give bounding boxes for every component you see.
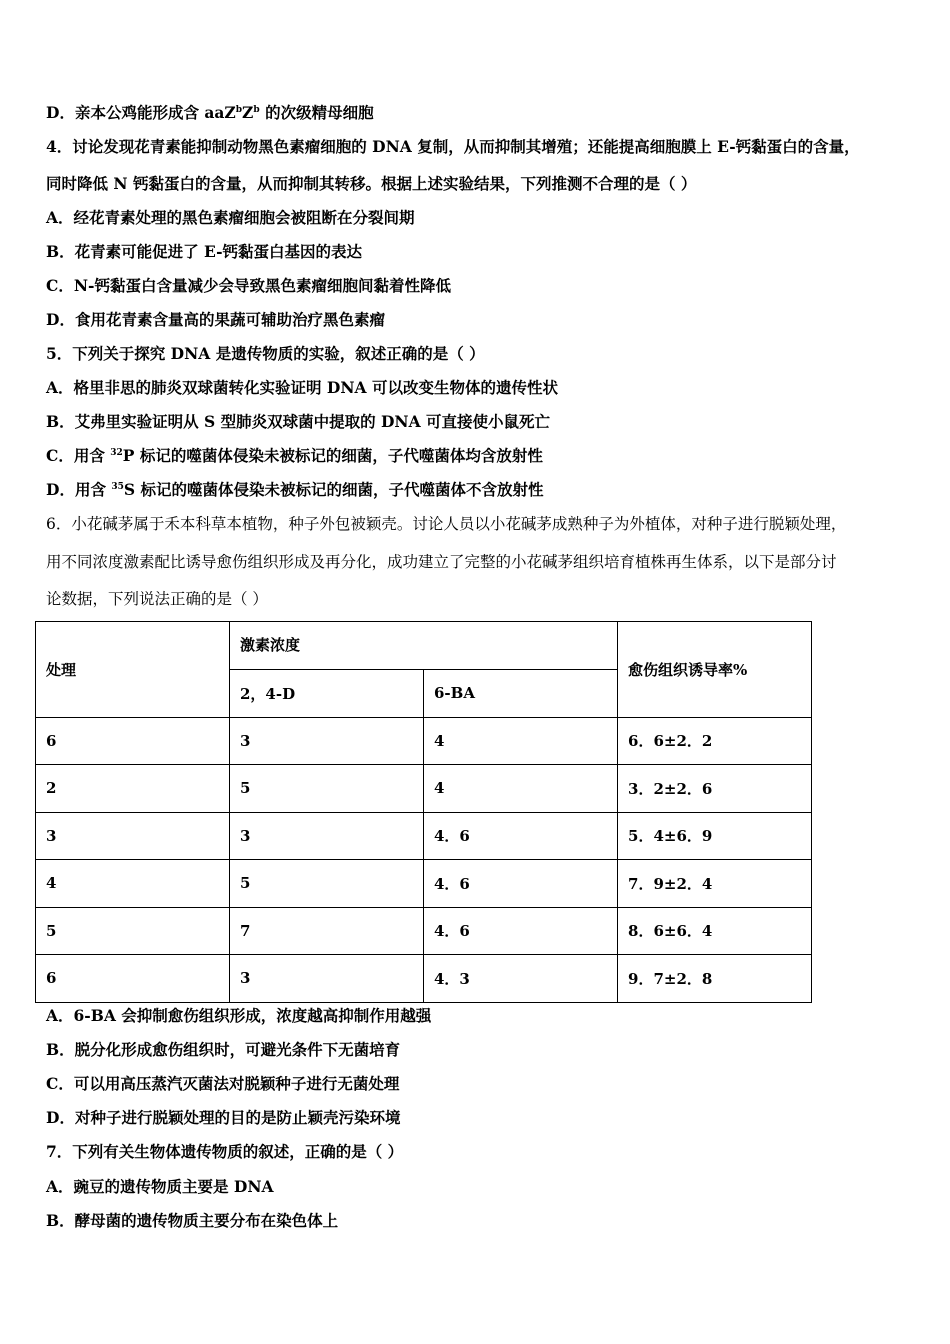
q5-option-d-text-2: S 标记的噬菌体侵染未被标记的细菌，子代噬菌体不含放射性	[123, 480, 544, 499]
cell-24d: 3	[230, 955, 424, 1003]
q3-option-d-sup-2: b	[253, 105, 260, 115]
q4-option-c: C．N-钙黏蛋白含量减少会导致黑色素瘤细胞间黏着性降低	[46, 276, 451, 295]
q4-option-d: D．食用花青素含量高的果蔬可辅助治疗黑色素瘤	[46, 310, 385, 329]
cell-treatment: 4	[36, 860, 230, 908]
cell-treatment: 6	[36, 955, 230, 1003]
q7-option-b: B．酵母菌的遗传物质主要分布在染色体上	[46, 1211, 339, 1230]
q6-option-c: C．可以用高压蒸汽灭菌法对脱颖种子进行无菌处理	[46, 1074, 400, 1093]
cell-24d: 3	[230, 812, 424, 860]
q6-stem-line-2: 用不同浓度激素配比诱导愈伤组织形成及再分化，成功建立了完整的小花碱茅组织培育植株再生体系，以下是部分讨	[46, 553, 837, 571]
q5-option-c-sup: 32	[110, 448, 123, 458]
q6-option-a: A．6-BA 会抑制愈伤组织形成，浓度越高抑制作用越强	[46, 1006, 432, 1025]
table-row	[36, 765, 812, 813]
cell-24d: 3	[230, 717, 424, 765]
table-row	[36, 860, 812, 908]
q7-option-a: A．豌豆的遗传物质主要是 DNA	[46, 1177, 274, 1196]
cell-treatment: 5	[36, 907, 230, 955]
q4-option-a: A．经花青素处理的黑色素瘤细胞会被阻断在分裂间期	[46, 208, 415, 227]
cell-24d: 7	[230, 907, 424, 955]
header-24d: 2，4-D	[230, 670, 424, 718]
cell-induction-rate: 7．9±2．4	[618, 860, 812, 908]
q3-option-d-text-1: D．亲本公鸡能形成含 aaZ	[46, 103, 236, 122]
q6-stem-line-3: 论数据，下列说法正确的是（ ）	[46, 590, 268, 608]
q4-stem-line-1: 4．讨论发现花青素能抑制动物黑色素瘤细胞的 DNA 复制，从而抑制其增殖；还能提高细胞膜上 E-钙黏蛋白的含量，	[46, 137, 860, 156]
cell-24d: 5	[230, 765, 424, 813]
q4-stem-line-2: 同时降低 N 钙黏蛋白的含量，从而抑制其转移。根据上述实验结果，下列推测不合理的是（ ）	[46, 174, 697, 193]
header-induction-rate: 愈伤组织诱导率%	[618, 622, 812, 718]
header-treatment: 处理	[36, 622, 230, 718]
q4-option-b: B．花青素可能促进了 E-钙黏蛋白基因的表达	[46, 242, 363, 261]
cell-6ba: 4．6	[424, 907, 618, 955]
cell-induction-rate: 8．6±6．4	[618, 907, 812, 955]
cell-6ba: 4	[424, 765, 618, 813]
q3-option-d-text-3: 的次级精母细胞	[259, 103, 374, 122]
cell-24d: 5	[230, 860, 424, 908]
q5-option-d-text-1: D．用含	[46, 480, 112, 499]
table-row	[36, 907, 812, 955]
q3-option-d	[46, 103, 374, 123]
q6-stem-line-1: 6．小花碱茅属于禾本科草本植物，种子外包被颖壳。讨论人员以小花碱茅成熟种子为外植体，对种子进行脱颖处理，	[46, 515, 847, 533]
cell-treatment: 2	[36, 765, 230, 813]
cell-treatment: 3	[36, 812, 230, 860]
q3-option-d-sup-1: b	[235, 105, 243, 115]
q5-option-b: B．艾弗里实验证明从 S 型肺炎双球菌中提取的 DNA 可直接使小鼠死亡	[46, 412, 551, 431]
q5-option-d	[46, 480, 543, 500]
q5-option-d-sup: 35	[111, 482, 124, 492]
cell-induction-rate: 5．4±6．9	[618, 812, 812, 860]
table-row	[36, 955, 812, 1003]
table-header-row-1	[36, 622, 812, 670]
q7-stem: 7．下列有关生物体遗传物质的叙述，正确的是（ ）	[46, 1142, 404, 1161]
q5-option-a: A．格里非思的肺炎双球菌转化实验证明 DNA 可以改变生物体的遗传性状	[46, 378, 558, 397]
cell-6ba: 4	[424, 717, 618, 765]
cell-induction-rate: 9．7±2．8	[618, 955, 812, 1003]
cell-6ba: 4．6	[424, 812, 618, 860]
q6-option-d: D．对种子进行脱颖处理的目的是防止颖壳污染环境	[46, 1108, 401, 1127]
q6-option-b: B．脱分化形成愈伤组织时，可避光条件下无菌培育	[46, 1040, 401, 1059]
cell-6ba: 4．3	[424, 955, 618, 1003]
q5-option-c	[46, 446, 543, 466]
q5-stem: 5．下列关于探究 DNA 是遗传物质的实验，叙述正确的是（ ）	[46, 344, 485, 363]
cell-treatment: 6	[36, 717, 230, 765]
cell-induction-rate: 6．6±2．2	[618, 717, 812, 765]
table-row	[36, 717, 812, 765]
cell-6ba: 4．6	[424, 860, 618, 908]
header-6ba: 6-BA	[424, 670, 618, 718]
q3-option-d-text-2: Z	[242, 103, 254, 122]
q5-option-c-text-1: C．用含	[46, 446, 111, 465]
header-hormone-concentration: 激素浓度	[230, 622, 618, 670]
q5-option-c-text-2: P 标记的噬菌体侵染未被标记的细菌，子代噬菌体均含放射性	[122, 446, 543, 465]
cell-induction-rate: 3．2±2．6	[618, 765, 812, 813]
hormone-data-table	[35, 621, 812, 1003]
table-row	[36, 812, 812, 860]
